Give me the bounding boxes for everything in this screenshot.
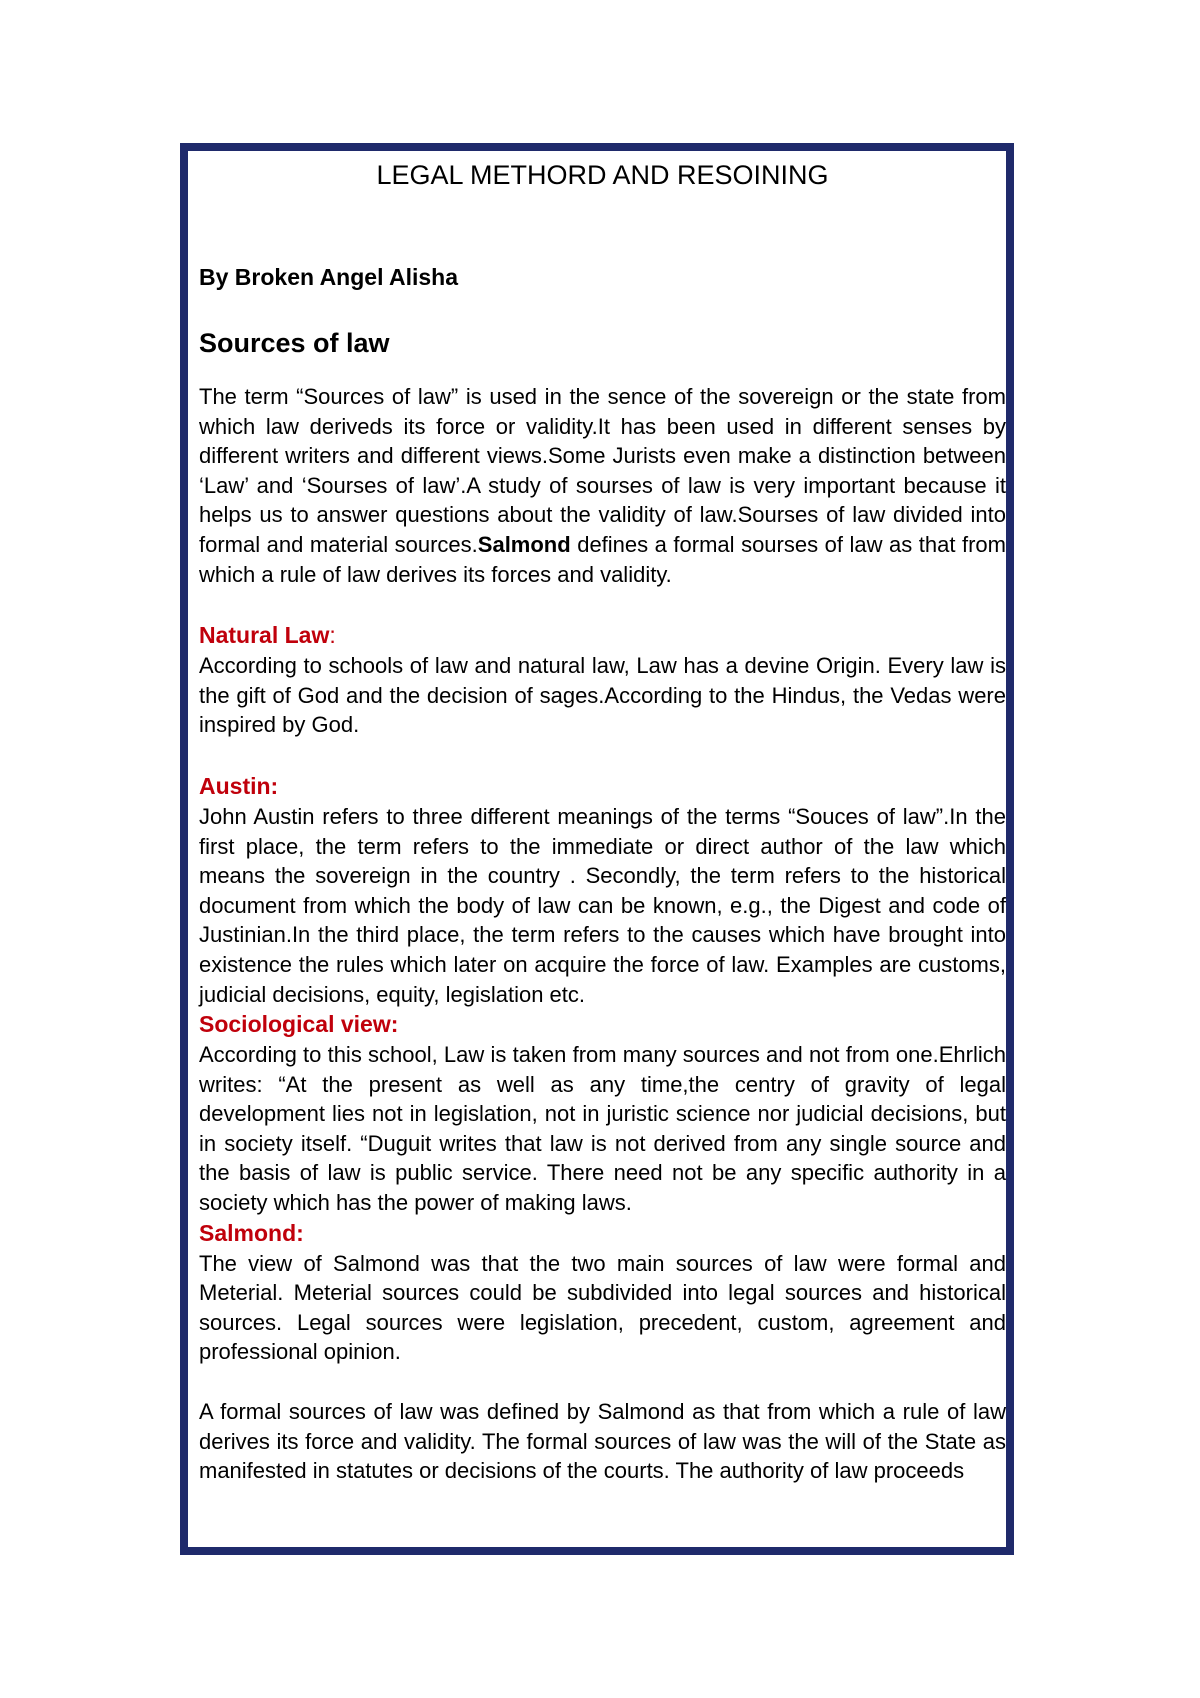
intro-paragraph bbox=[199, 382, 1006, 589]
salmond-paragraph-2: A formal sources of law was defined by Salmond as that from which a rule of law derives its force and validity. The formal sources of law was the will of the State as manifested in statutes or decisions of the courts. The authority of law proceeds bbox=[199, 1399, 1006, 1484]
natural-law-heading bbox=[199, 620, 1006, 651]
natural-law-paragraph: According to schools of law and natural law, Law has a devine Origin. Every law is the gift of God and the decision of sages.According to the Hindus, the Vedas were inspired by God. bbox=[199, 653, 1006, 738]
sociological-heading: Sociological view: bbox=[199, 1011, 399, 1038]
natural-law-heading-text: Natural Law bbox=[199, 622, 330, 649]
natural-law-heading-colon: : bbox=[329, 622, 336, 649]
intro-bold-salmond: Salmond bbox=[477, 531, 571, 557]
austin-paragraph: John Austin refers to three different meanings of the terms “Souces of law”.In the first place, the term refers to the immediate or direct author of the law which means the sovereign in the country . Secondly, the term refers to the historical document from which the body of law can be known, e.g., the Digest and code of Justinian.In the third place, the term refers to the causes which have brought into existence the rules which later on acquire the force of law. Examples are customs, judicial decisions, equity, legislation etc. bbox=[199, 803, 1006, 1007]
document-content bbox=[199, 158, 1006, 1486]
intro-text-part2: defines a formal sourses of law as that from which a rule of law derives its forces and validity. bbox=[199, 531, 1006, 587]
salmond-heading: Salmond: bbox=[199, 1219, 304, 1246]
austin-heading: Austin: bbox=[199, 772, 279, 799]
section-heading: Sources of law bbox=[199, 328, 390, 358]
salmond-paragraph-1: The view of Salmond was that the two main sources of law were formal and Meterial. Meterial sources could be subdivided into legal sources and historical sources. Legal sources were legislation, precedent, custom, agreement and professional opinion. bbox=[199, 1250, 1006, 1365]
document-title: LEGAL METHORD AND RESOINING bbox=[376, 160, 829, 190]
sociological-paragraph: According to this school, Law is taken from many sources and not from one.Ehrlich writes: “At the present as well as any time,the centry of gravity of legal development lies not in legislation, not in juristic science nor judicial decisions, but in society itself. “Duguit writes that law is not derived from any single source and the basis of law is public service. There need not be any specific authority in a society which has the power of making laws. bbox=[199, 1042, 1006, 1216]
author-line: By Broken Angel Alisha bbox=[199, 264, 459, 290]
intro-text-part1: The term “Sources of law” is used in the sence of the sovereign or the state from which law deriveds its force or validity.It has been used in different senses by different writers and different views.Some Jurists even make a distinction between ‘Law’ and ‘Sourses of law’.A study of sourses of law is very important because it helps us to answer questions about the validity of law.Sourses of law divided into formal and material sources. bbox=[199, 384, 1006, 557]
